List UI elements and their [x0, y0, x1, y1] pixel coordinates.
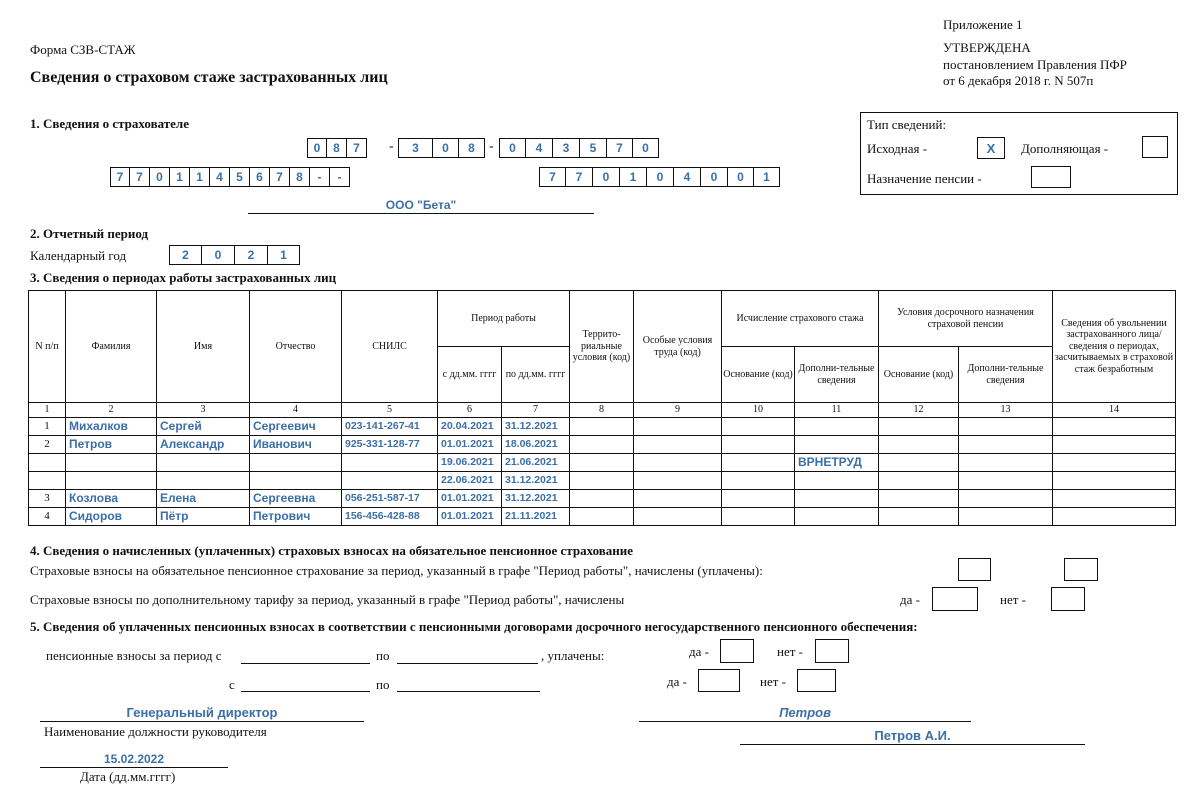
- reg-number-part1[interactable]: [307, 138, 367, 158]
- col-number: 9: [634, 403, 722, 418]
- patronymic-cell[interactable]: [250, 472, 342, 490]
- snils-cell[interactable]: 156-456-428-88: [342, 508, 438, 526]
- snils-cell[interactable]: [342, 454, 438, 472]
- empty-cell[interactable]: [879, 490, 959, 508]
- calc-extra-cell[interactable]: [795, 472, 879, 490]
- col-number: 7: [502, 403, 570, 418]
- table-row: [29, 454, 1176, 472]
- empty-cell[interactable]: [879, 418, 959, 436]
- reg-digit: 5: [580, 138, 607, 158]
- inn-digit: 7: [270, 167, 290, 187]
- supplement-checkbox[interactable]: [1142, 136, 1168, 158]
- kpp-digit: 0: [593, 167, 620, 187]
- pension2-no-checkbox[interactable]: [797, 669, 836, 692]
- from-label-2: с: [229, 677, 235, 692]
- pension-label: Назначение пенсии -: [867, 171, 982, 186]
- header-from: с дд.мм. гггг: [438, 347, 502, 403]
- to-label-1: по: [376, 648, 390, 663]
- col-number: 2: [66, 403, 157, 418]
- col-number: 14: [1053, 403, 1176, 418]
- name-cell[interactable]: [157, 472, 250, 490]
- to-cell[interactable]: 18.06.2021: [502, 436, 570, 454]
- year-label: Календарный год: [30, 248, 127, 263]
- empty-cell[interactable]: [959, 490, 1053, 508]
- supplement-label: Дополняющая -: [1021, 141, 1109, 156]
- table-row: [29, 472, 1176, 490]
- surname-cell[interactable]: [66, 472, 157, 490]
- date-field[interactable]: [40, 751, 228, 768]
- empty-cell[interactable]: [722, 508, 795, 526]
- row-number: 2: [29, 436, 66, 454]
- header-calc-extra: Дополни-тельные сведения: [795, 347, 879, 403]
- surname-cell[interactable]: Козлова: [66, 490, 157, 508]
- header-surname: Фамилия: [66, 291, 157, 403]
- table-row: [29, 508, 1176, 526]
- reg-digit: 8: [327, 138, 347, 158]
- calc-extra-cell[interactable]: [795, 436, 879, 454]
- kpp-digit: 0: [647, 167, 674, 187]
- inn-digit: 6: [250, 167, 270, 187]
- approved-date: от 6 декабря 2018 г. N 507п: [943, 73, 1094, 88]
- surname-cell[interactable]: [66, 454, 157, 472]
- kpp-field[interactable]: [539, 167, 780, 187]
- inn-field[interactable]: [110, 167, 350, 187]
- pension1-no-checkbox[interactable]: [815, 639, 849, 663]
- empty-cell[interactable]: [879, 454, 959, 472]
- empty-cell[interactable]: [879, 436, 959, 454]
- reg-digit: 0: [433, 138, 459, 158]
- to-label-2: по: [376, 677, 390, 692]
- date-value: 15.02.2022: [103, 752, 165, 766]
- empty-cell[interactable]: [570, 454, 634, 472]
- pension1-yes-label: да -: [689, 644, 709, 659]
- inn-digit: 1: [190, 167, 210, 187]
- to-cell[interactable]: 31.12.2021: [502, 472, 570, 490]
- section4-title: 4. Сведения о начисленных (уплаченных) страховых взносах на обязательное пенсионное страхование: [30, 543, 634, 558]
- calc-extra-cell[interactable]: [795, 418, 879, 436]
- empty-cell[interactable]: [1053, 490, 1176, 508]
- original-checkbox[interactable]: [977, 137, 1005, 159]
- header-early: Условия досрочного назначения страховой пенсии: [879, 291, 1053, 347]
- empty-cell[interactable]: [1053, 436, 1176, 454]
- empty-cell[interactable]: [722, 418, 795, 436]
- reg-digit: 7: [607, 138, 633, 158]
- section1-title: 1. Сведения о страхователе: [30, 116, 189, 131]
- paid-label: , уплачены:: [541, 648, 605, 663]
- row-number: [29, 454, 66, 472]
- to-cell[interactable]: 21.11.2021: [502, 508, 570, 526]
- pension2-yes-label: да -: [667, 674, 687, 689]
- empty-cell[interactable]: [959, 418, 1053, 436]
- position-label: Наименование должности руководителя: [44, 724, 267, 739]
- col-number: 13: [959, 403, 1053, 418]
- row-number: 4: [29, 508, 66, 526]
- section5-title: 5. Сведения об уплаченных пенсионных взносах в соответствии с пенсионными договорами досрочного негосударственного пенсионного обеспечения:: [30, 619, 918, 634]
- empty-cell[interactable]: [634, 418, 722, 436]
- empty-cell[interactable]: [570, 436, 634, 454]
- header-dismissal: Сведения об увольнении застрахованного лица/ сведения о периодах, засчитываемых в страховой стаж безработным: [1053, 291, 1176, 403]
- name-cell[interactable]: Пётр: [157, 508, 250, 526]
- empty-cell[interactable]: [1053, 472, 1176, 490]
- reg-digit: 3: [398, 138, 433, 158]
- appendix-label: Приложение 1: [943, 17, 1023, 32]
- signature-field[interactable]: [639, 705, 971, 722]
- patronymic-cell[interactable]: Сергеевна: [250, 490, 342, 508]
- name-cell[interactable]: Сергей: [157, 418, 250, 436]
- snils-cell[interactable]: 023-141-267-41: [342, 418, 438, 436]
- approved-label: УТВЕРЖДЕНА: [943, 40, 1031, 55]
- header-num: N п/п: [29, 291, 66, 403]
- pension-from-input-1[interactable]: [241, 647, 370, 664]
- reg-digit: 4: [526, 138, 553, 158]
- reg-digit: 0: [499, 138, 526, 158]
- kpp-digit: 4: [674, 167, 701, 187]
- pension1-no-label: нет -: [777, 644, 803, 659]
- position-field[interactable]: [40, 705, 364, 722]
- pension2-yes-checkbox[interactable]: [698, 669, 740, 692]
- year-digit: 2: [169, 245, 202, 265]
- col-number: 10: [722, 403, 795, 418]
- reg-digit: 0: [633, 138, 659, 158]
- header-special: Особые условия труда (код): [634, 291, 722, 403]
- inn-digit: 4: [210, 167, 230, 187]
- kpp-digit: 0: [701, 167, 728, 187]
- calc-extra-cell[interactable]: [795, 490, 879, 508]
- kpp-digit: 1: [754, 167, 780, 187]
- info-type-box: [860, 112, 1178, 195]
- header-snils: СНИЛС: [342, 291, 438, 403]
- empty-cell[interactable]: [1053, 454, 1176, 472]
- info-type-title: Тип сведений:: [867, 117, 947, 132]
- col-number: 6: [438, 403, 502, 418]
- from-cell[interactable]: 20.04.2021: [438, 418, 502, 436]
- empty-cell[interactable]: [722, 472, 795, 490]
- empty-cell[interactable]: [634, 454, 722, 472]
- reg-number-part2[interactable]: [398, 138, 485, 158]
- empty-cell[interactable]: [1053, 418, 1176, 436]
- calc-extra-cell[interactable]: [795, 508, 879, 526]
- work-periods-table: [28, 290, 1176, 526]
- surname-cell[interactable]: Сидоров: [66, 508, 157, 526]
- header-patronymic: Отчество: [250, 291, 342, 403]
- col-number: 5: [342, 403, 438, 418]
- empty-cell[interactable]: [722, 454, 795, 472]
- patronymic-cell[interactable]: Иванович: [250, 436, 342, 454]
- inn-digit: 7: [130, 167, 150, 187]
- section2-title: 2. Отчетный период: [30, 226, 149, 241]
- original-check-mark: X: [986, 140, 996, 156]
- empty-cell[interactable]: [570, 508, 634, 526]
- col-number: 1: [29, 403, 66, 418]
- from-cell[interactable]: 01.01.2021: [438, 436, 502, 454]
- company-name: ООО "Бета": [385, 198, 457, 212]
- from-cell[interactable]: 19.06.2021: [438, 454, 502, 472]
- empty-cell[interactable]: [959, 508, 1053, 526]
- header-period: Период работы: [438, 291, 570, 347]
- name-cell[interactable]: Елена: [157, 490, 250, 508]
- extra-tariff-no-checkbox[interactable]: [1051, 587, 1085, 611]
- reg-separator: -: [389, 139, 394, 154]
- empty-cell[interactable]: [570, 418, 634, 436]
- pension-checkbox[interactable]: [1031, 166, 1071, 188]
- surname-cell[interactable]: Петров: [66, 436, 157, 454]
- empty-cell[interactable]: [634, 508, 722, 526]
- patronymic-cell[interactable]: [250, 454, 342, 472]
- snils-cell[interactable]: 056-251-587-17: [342, 490, 438, 508]
- empty-cell[interactable]: [1053, 508, 1176, 526]
- empty-cell[interactable]: [570, 472, 634, 490]
- full-name-value: Петров А.И.: [874, 728, 951, 743]
- inn-digit: 7: [110, 167, 130, 187]
- col-number: 3: [157, 403, 250, 418]
- empty-cell[interactable]: [634, 436, 722, 454]
- patronymic-cell[interactable]: Петрович: [250, 508, 342, 526]
- inn-digit: 1: [170, 167, 190, 187]
- section3-title: 3. Сведения о периодах работы застрахованных лиц: [30, 270, 337, 285]
- empty-cell[interactable]: [570, 490, 634, 508]
- snils-cell[interactable]: [342, 472, 438, 490]
- kpp-digit: 7: [539, 167, 566, 187]
- col-number: 4: [250, 403, 342, 418]
- inn-digit: -: [310, 167, 330, 187]
- page-title: Сведения о страховом стаже застрахованных лиц: [30, 69, 388, 86]
- surname-cell[interactable]: Михалков: [66, 418, 157, 436]
- reg-digit: 0: [307, 138, 327, 158]
- col-number: 11: [795, 403, 879, 418]
- inn-digit: 0: [150, 167, 170, 187]
- signature-value: Петров: [779, 705, 831, 720]
- row-number: 3: [29, 490, 66, 508]
- year-digit: 1: [268, 245, 300, 265]
- from-cell[interactable]: 01.01.2021: [438, 490, 502, 508]
- to-cell[interactable]: 21.06.2021: [502, 454, 570, 472]
- contrib-yes-checkbox[interactable]: [958, 558, 991, 581]
- company-name-field[interactable]: [248, 197, 594, 214]
- empty-cell[interactable]: [722, 490, 795, 508]
- header-early-basis: Основание (код): [879, 347, 959, 403]
- approved-by: постановлением Правления ПФР: [943, 57, 1127, 72]
- pension-period-label: пенсионные взносы за период с: [46, 648, 222, 663]
- reg-number-part3[interactable]: [499, 138, 659, 158]
- table-row: [29, 490, 1176, 508]
- inn-digit: 5: [230, 167, 250, 187]
- position-value: Генеральный директор: [126, 705, 278, 720]
- header-early-extra: Дополни-тельные сведения: [959, 347, 1053, 403]
- empty-cell[interactable]: [879, 508, 959, 526]
- name-cell[interactable]: Александр: [157, 436, 250, 454]
- header-territorial: Террито-риальные условия (код): [570, 291, 634, 403]
- pension-to-input-1[interactable]: [397, 647, 538, 664]
- date-label: Дата (дд.мм.гггг): [80, 769, 176, 784]
- year-field[interactable]: [169, 245, 300, 265]
- empty-cell[interactable]: [959, 454, 1053, 472]
- kpp-digit: 1: [620, 167, 647, 187]
- table-row: [29, 436, 1176, 454]
- row-number: 1: [29, 418, 66, 436]
- reg-digit: 7: [347, 138, 367, 158]
- row-number: [29, 472, 66, 490]
- empty-cell[interactable]: [722, 436, 795, 454]
- col-number: 8: [570, 403, 634, 418]
- contrib-no-checkbox[interactable]: [1064, 558, 1098, 581]
- extra-tariff-no-label: нет -: [1000, 592, 1026, 607]
- header-name: Имя: [157, 291, 250, 403]
- calc-extra-cell[interactable]: ВРНЕТРУД: [795, 454, 879, 472]
- reg-digit: 3: [553, 138, 580, 158]
- reg-separator: -: [489, 139, 494, 154]
- pension-to-input-2[interactable]: [397, 675, 540, 692]
- empty-cell[interactable]: [634, 472, 722, 490]
- col-number: 12: [879, 403, 959, 418]
- header-to: по дд.мм. гггг: [502, 347, 570, 403]
- pension1-yes-checkbox[interactable]: [720, 639, 754, 663]
- empty-cell[interactable]: [959, 436, 1053, 454]
- form-name: Форма СЗВ-СТАЖ: [30, 42, 136, 57]
- section4-line2: Страховые взносы по дополнительному тарифу за период, указанный в графе "Период работы", начислены: [30, 592, 625, 607]
- section4-line1: Страховые взносы на обязательное пенсионное страхование за период, указанный в графе "Период работы", начислены (уплачены):: [30, 563, 763, 578]
- original-label: Исходная -: [867, 141, 928, 156]
- empty-cell[interactable]: [959, 472, 1053, 490]
- extra-tariff-yes-checkbox[interactable]: [932, 587, 978, 611]
- kpp-digit: 7: [566, 167, 593, 187]
- pension2-no-label: нет -: [760, 674, 786, 689]
- empty-cell[interactable]: [634, 490, 722, 508]
- from-cell[interactable]: 01.01.2021: [438, 508, 502, 526]
- header-calc: Исчисление страхового стажа: [722, 291, 879, 347]
- table-row: [29, 418, 1176, 436]
- patronymic-cell[interactable]: Сергеевич: [250, 418, 342, 436]
- reg-digit: 8: [459, 138, 485, 158]
- snils-cell[interactable]: 925-331-128-77: [342, 436, 438, 454]
- kpp-digit: 0: [728, 167, 754, 187]
- to-cell[interactable]: 31.12.2021: [502, 418, 570, 436]
- year-digit: 0: [202, 245, 235, 265]
- inn-digit: -: [330, 167, 350, 187]
- to-cell[interactable]: 31.12.2021: [502, 490, 570, 508]
- header-calc-basis: Основание (код): [722, 347, 795, 403]
- year-digit: 2: [235, 245, 268, 265]
- full-name-field[interactable]: [740, 728, 1085, 745]
- empty-cell[interactable]: [879, 472, 959, 490]
- inn-digit: 8: [290, 167, 310, 187]
- from-cell[interactable]: 22.06.2021: [438, 472, 502, 490]
- extra-tariff-yes-label: да -: [900, 592, 920, 607]
- pension-from-input-2[interactable]: [241, 675, 370, 692]
- name-cell[interactable]: [157, 454, 250, 472]
